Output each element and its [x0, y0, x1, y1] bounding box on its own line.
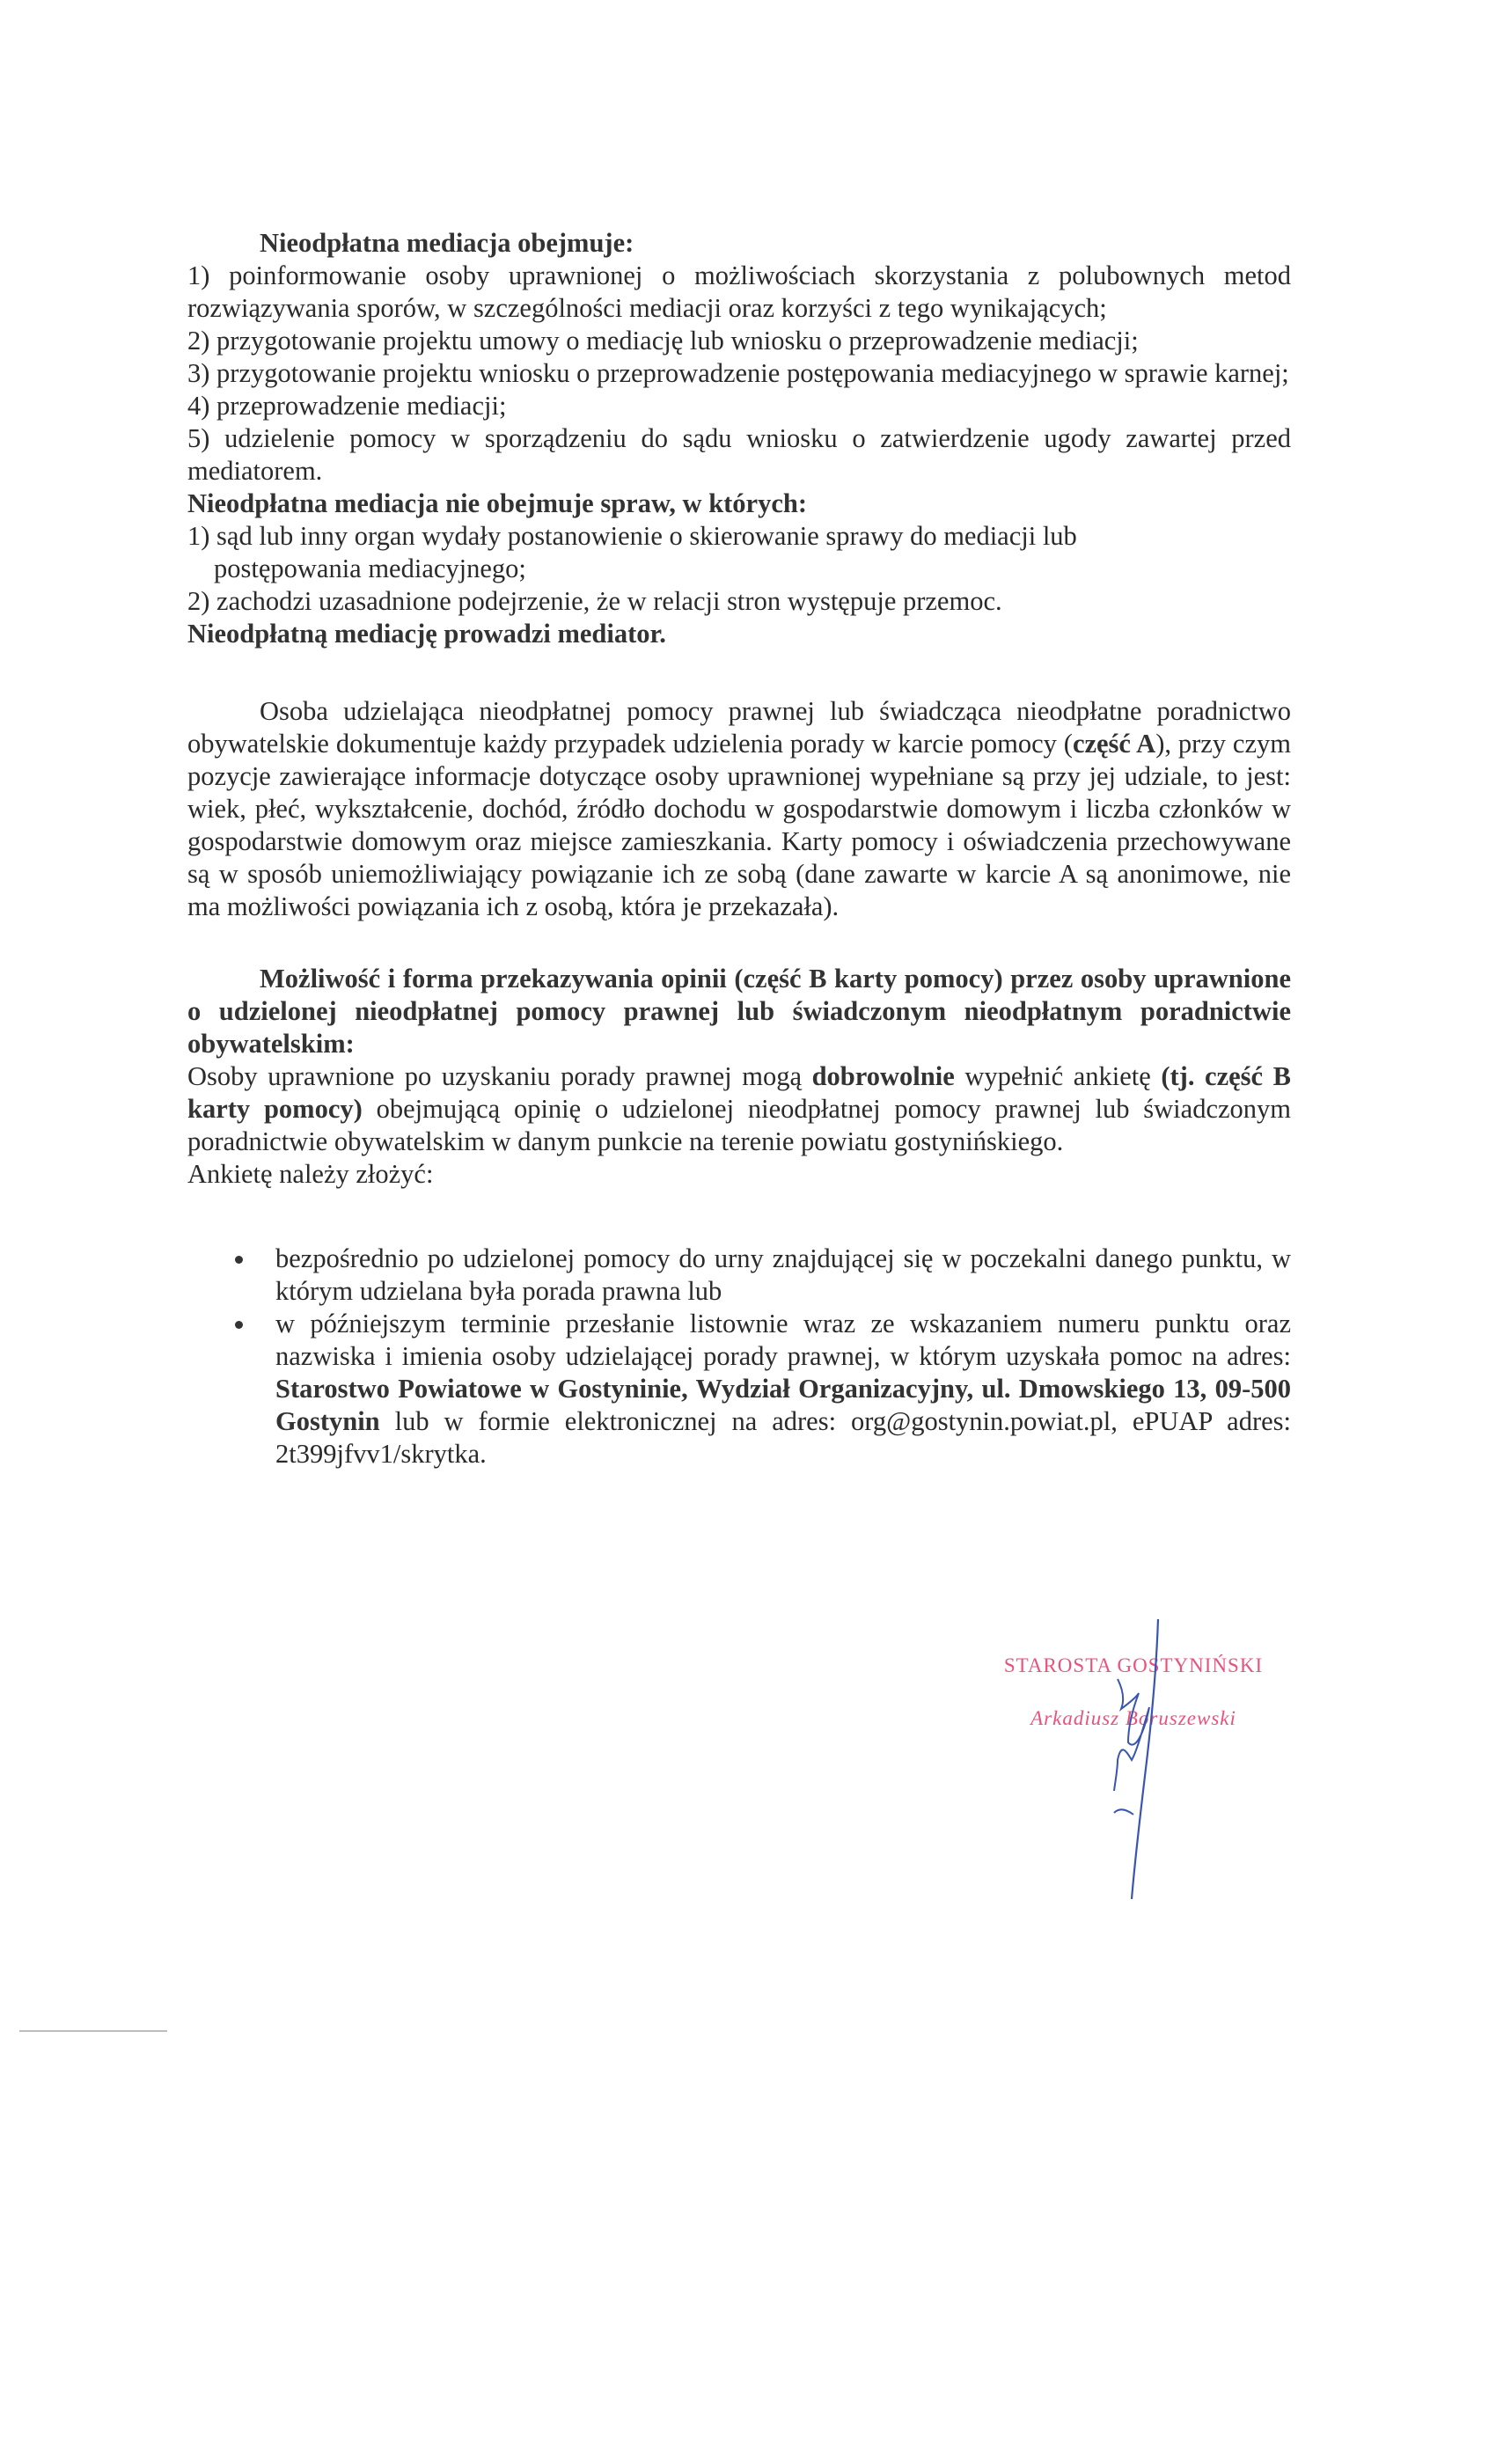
spacer [187, 650, 1291, 683]
list-item: 4) przeprowadzenie mediacji; [187, 391, 507, 421]
stamp-name: Arkadiusz Boruszewski [1030, 1707, 1236, 1729]
footer-divider [19, 2030, 167, 2032]
document-page [187, 227, 1291, 1470]
list-item: 1) sąd lub inny organ wydały postanowienie o skierowanie sprawy do mediacji lub postępowania mediacyjnego; [187, 521, 1077, 583]
bullet-icon [235, 1321, 243, 1329]
list-item: 2) zachodzi uzasadnione podejrzenie, że w relacji stron występuje przemoc. [187, 586, 1002, 616]
list-item: 1) poinformowanie osoby uprawnionej o możliwościach skorzystania z polubownych metod rozwiązywania sporów, w szczególności mediacji oraz korzyści z tego wynikających; [187, 260, 1291, 323]
stamp-title: STAROSTA GOSTYNIŃSKI [1003, 1654, 1264, 1676]
section-heading-mediation-excludes: Nieodpłatna mediacja nie obejmuje spraw, w których: [187, 488, 808, 518]
list-item: bezpośrednio po udzielonej pomocy do urny znajdującej się w poczekalni danego punktu, w którym udzielana była porada prawna lub [231, 1243, 1291, 1308]
spacer [187, 1191, 1291, 1223]
list-item: 5) udzielenie pomocy w sporządzeniu do sądu wniosku o zatwierdzenie ugody zawartej przed mediatorem. [187, 423, 1291, 486]
bullet-icon [235, 1256, 243, 1264]
section-heading-feedback: Możliwość i forma przekazywania opinii (część B karty pomocy) przez osoby uprawnione o udzielonej nieodpłatnej pomocy prawnej lub świadczonym nieodpłatnym poradnictwie obywatelskim: [187, 964, 1291, 1059]
bullet-list [231, 1243, 1291, 1470]
list-item: w późniejszym terminie przesłanie listownie wraz ze wskazaniem numeru punktu oraz nazwiska i imienia osoby udzielającej porady prawnej, w którym uzyskała pomoc na adres: Starostwo Powiatowe w Gostyninie, Wydział Organizacyjny, ul. Dmowskiego 13, 09-500 Gostynin lub w formie elektronicznej na adres: org@gostynin.powiat.pl, ePUAP adres: 2t399jfvv1/skrytka. [231, 1308, 1291, 1470]
section-heading-mediation-includes: Nieodpłatna mediacja obejmuje: [260, 228, 634, 258]
list-item: 2) przygotowanie projektu umowy o mediację lub wniosku o przeprowadzenie mediacji; [187, 326, 1139, 356]
mediator-statement: Nieodpłatną mediację prowadzi mediator. [187, 619, 666, 649]
feedback-paragraph: Osoby uprawnione po uzyskaniu porady prawnej mogą dobrowolnie wypełnić ankietę (tj. część B karty pomocy) obejmującą opinię o udzielonej nieodpłatnej pomocy prawnej lub świadczonym poradnictwie obywatelskim w danym punkcie na terenie powiatu gostynińskiego. [187, 1061, 1291, 1156]
survey-instruction: Ankietę należy złożyć: [187, 1159, 434, 1189]
signature-icon [1082, 1619, 1188, 1901]
spacer [187, 923, 1291, 956]
list-item: 3) przygotowanie projektu wniosku o przeprowadzenie postępowania mediacyjnego w sprawie karnej; [187, 358, 1289, 388]
documentation-paragraph: Osoba udzielająca nieodpłatnej pomocy prawnej lub świadcząca nieodpłatne poradnictwo obywatelskie dokumentuje każdy przypadek udzielenia porady w karcie pomocy (część A), przy czym pozycje zawierające informacje dotyczące osoby uprawnionej wypełniane są przy jej udziale, to jest: wiek, płeć, wykształcenie, dochód, źródło dochodu w gospodarstwie domowym i liczba członków w gospodarstwie domowym oraz miejsce zamieszkania. Karty pomocy i oświadczenia przechowywane są w sposób uniemożliwiający powiązanie ich ze sobą (dane zawarte w karcie A są anonimowe, nie ma możliwości powiązania ich z osobą, która je przekazała). [187, 696, 1291, 921]
